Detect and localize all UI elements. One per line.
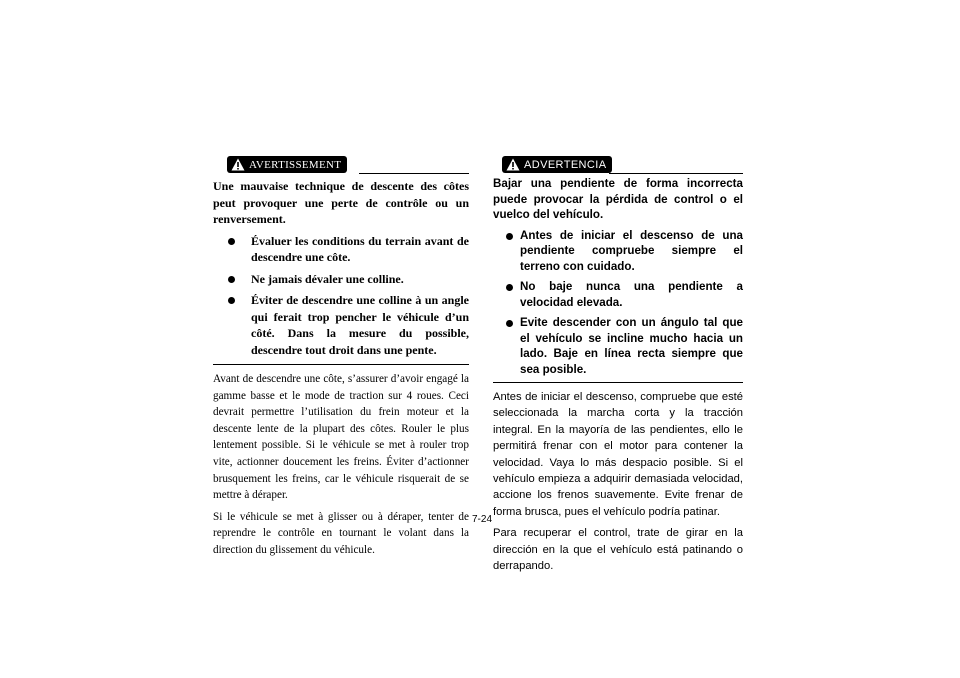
bullet-icon xyxy=(506,320,513,327)
warning-end-rule-es xyxy=(493,382,743,383)
page-number: 7-24 xyxy=(471,514,492,525)
warning-item-text-fr: Éviter de descendre une colline à un angle qui ferait trop pencher le véhicule d’un côté. Dans la mesure du possible, descendre tout droit dans une pente. xyxy=(251,293,469,357)
warning-item-es xyxy=(493,315,743,377)
warning-header-rule-es xyxy=(609,173,743,174)
warning-header-fr xyxy=(213,156,469,176)
body-paragraph-fr: Si le véhicule se met à glisser ou à déraper, tenter de reprendre le contrôle en tournant le volant dans la direction du glissement du véhicule. xyxy=(213,510,469,556)
warning-header-rule-fr xyxy=(359,173,469,174)
warning-item-fr xyxy=(213,271,469,288)
body-paragraph-es: Antes de iniciar el descenso, compruebe que esté seleccionada la marcha corta y la tracción integral. En la mayoría de las pendientes, ello le permitirá frenar con el motor para contener la velocidad. Vaya lo más despacio posible. Si el vehículo empieza a adquirir demasiada velocidad, accione los frenos suavemente. Evite frenar de forma brusca, pues el vehículo podría patinar. xyxy=(493,391,743,518)
warning-label-es: ADVERTENCIA xyxy=(524,158,607,171)
warning-item-text-fr: Évaluer les conditions du terrain avant de descendre une côte. xyxy=(251,233,469,264)
body-paragraph-fr: Avant de descendre une côte, s’assurer d’avoir engagé la gamme basse et le mode de traction sur 4 roues. Ceci devrait permettre l’utilisation du frein moteur et la descente lente de la plupart des côtes. Rouler le plus lentement possible. Si le véhicule se met à rouler trop vite, actionner doucement les freins. Éviter d’actionner brusquement les freins, car le véhicule risquerait de se mettre à déraper. xyxy=(213,373,469,502)
warning-list-es xyxy=(493,228,743,378)
warning-label-fr: AVERTISSEMENT xyxy=(249,158,342,171)
body-paragraph-es: Para recuperar el control, trate de girar en la dirección en la que el vehículo está patinando o derrapando. xyxy=(493,527,743,573)
warning-item-fr xyxy=(213,233,469,266)
warning-item-es xyxy=(493,228,743,275)
warning-item-es xyxy=(493,279,743,310)
bullet-icon xyxy=(228,297,235,304)
warning-item-fr xyxy=(213,292,469,358)
warning-list-fr xyxy=(213,233,469,359)
french-column xyxy=(213,156,469,559)
bullet-icon xyxy=(506,284,513,291)
warning-end-rule-fr xyxy=(213,364,469,365)
warning-badge-fr xyxy=(227,156,347,173)
warning-item-text-es: Evite descender con un ángulo tal que el vehículo se incline mucho hacia un lado. Baje en línea recta siempre que sea posible. xyxy=(520,316,743,376)
bullet-icon xyxy=(228,238,235,245)
warning-triangle-icon xyxy=(506,158,520,171)
warning-badge-es xyxy=(502,156,612,173)
bullet-icon xyxy=(506,233,513,240)
spanish-column xyxy=(493,156,743,574)
warning-header-es xyxy=(493,156,743,176)
warning-item-text-fr: Ne jamais dévaler une colline. xyxy=(251,271,404,286)
warning-item-text-es: Antes de iniciar el descenso de una pendiente compruebe siempre el terreno con cuidado. xyxy=(520,228,743,273)
warning-triangle-icon xyxy=(231,158,245,171)
warning-item-text-es: No baje nunca una pendiente a velocidad elevada. xyxy=(520,280,743,309)
warning-intro-es: Bajar una pendiente de forma incorrecta puede provocar la pérdida de control o el vuelco del vehículo. xyxy=(493,177,743,221)
warning-intro-fr: Une mauvaise technique de descente des côtes peut provoquer une perte de contrôle ou un renversement. xyxy=(213,179,469,226)
bullet-icon xyxy=(228,276,235,283)
